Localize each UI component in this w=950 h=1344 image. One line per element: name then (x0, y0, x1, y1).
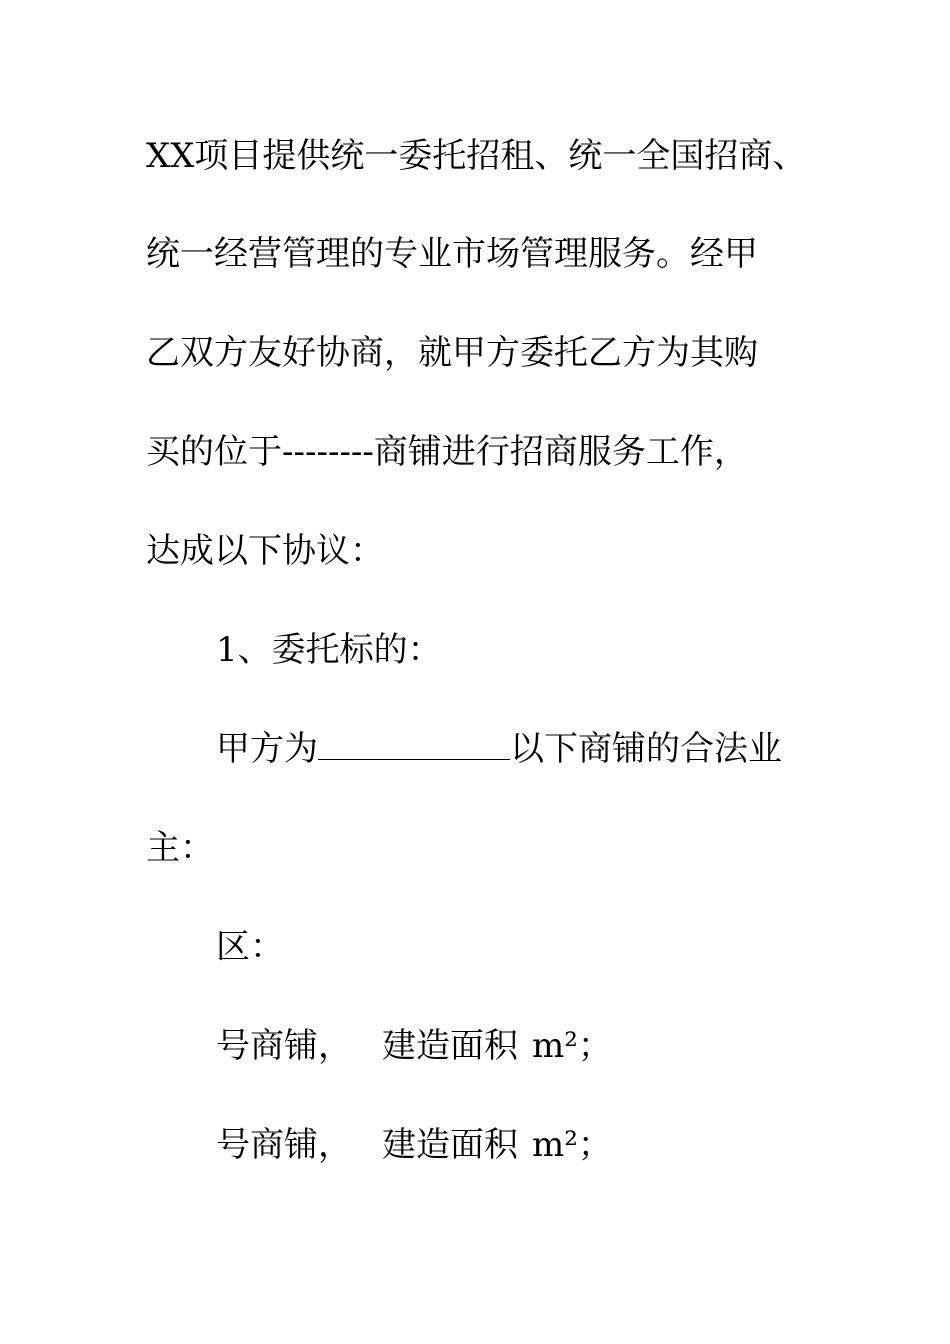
owner-line (216, 729, 782, 769)
intro-line-3: 乙双方友好协商，就甲方委托乙方为其购 (146, 333, 758, 373)
shop-label: 号商铺， (216, 1125, 352, 1165)
shop-line-2 (216, 1125, 612, 1165)
shop-area-unit: m²； (532, 1125, 612, 1165)
owner-blank-field (318, 729, 510, 760)
section-1-heading: 1、委托标的： (216, 630, 442, 670)
owner-suffix: 以下商铺的合法业 (510, 729, 782, 769)
intro-line-1: XX项目提供统一委托招租、统一全国招商、 (146, 136, 807, 176)
intro-line-5: 达成以下协议： (146, 531, 384, 571)
intro-line-4: 买的位于--------商铺进行招商服务工作， (146, 432, 748, 472)
district-label: 区： (216, 927, 284, 967)
shop-area-unit: m²； (532, 1026, 612, 1066)
owner-prefix: 甲方为 (216, 729, 318, 769)
shop-label: 号商铺， (216, 1026, 352, 1066)
shop-area-label: 建造面积 (382, 1125, 518, 1165)
shop-line-1 (216, 1026, 612, 1066)
intro-line-2: 统一经营管理的专业市场管理服务。经甲 (146, 234, 758, 274)
shop-area-label: 建造面积 (382, 1026, 518, 1066)
owner-line-end: 主： (146, 828, 214, 868)
